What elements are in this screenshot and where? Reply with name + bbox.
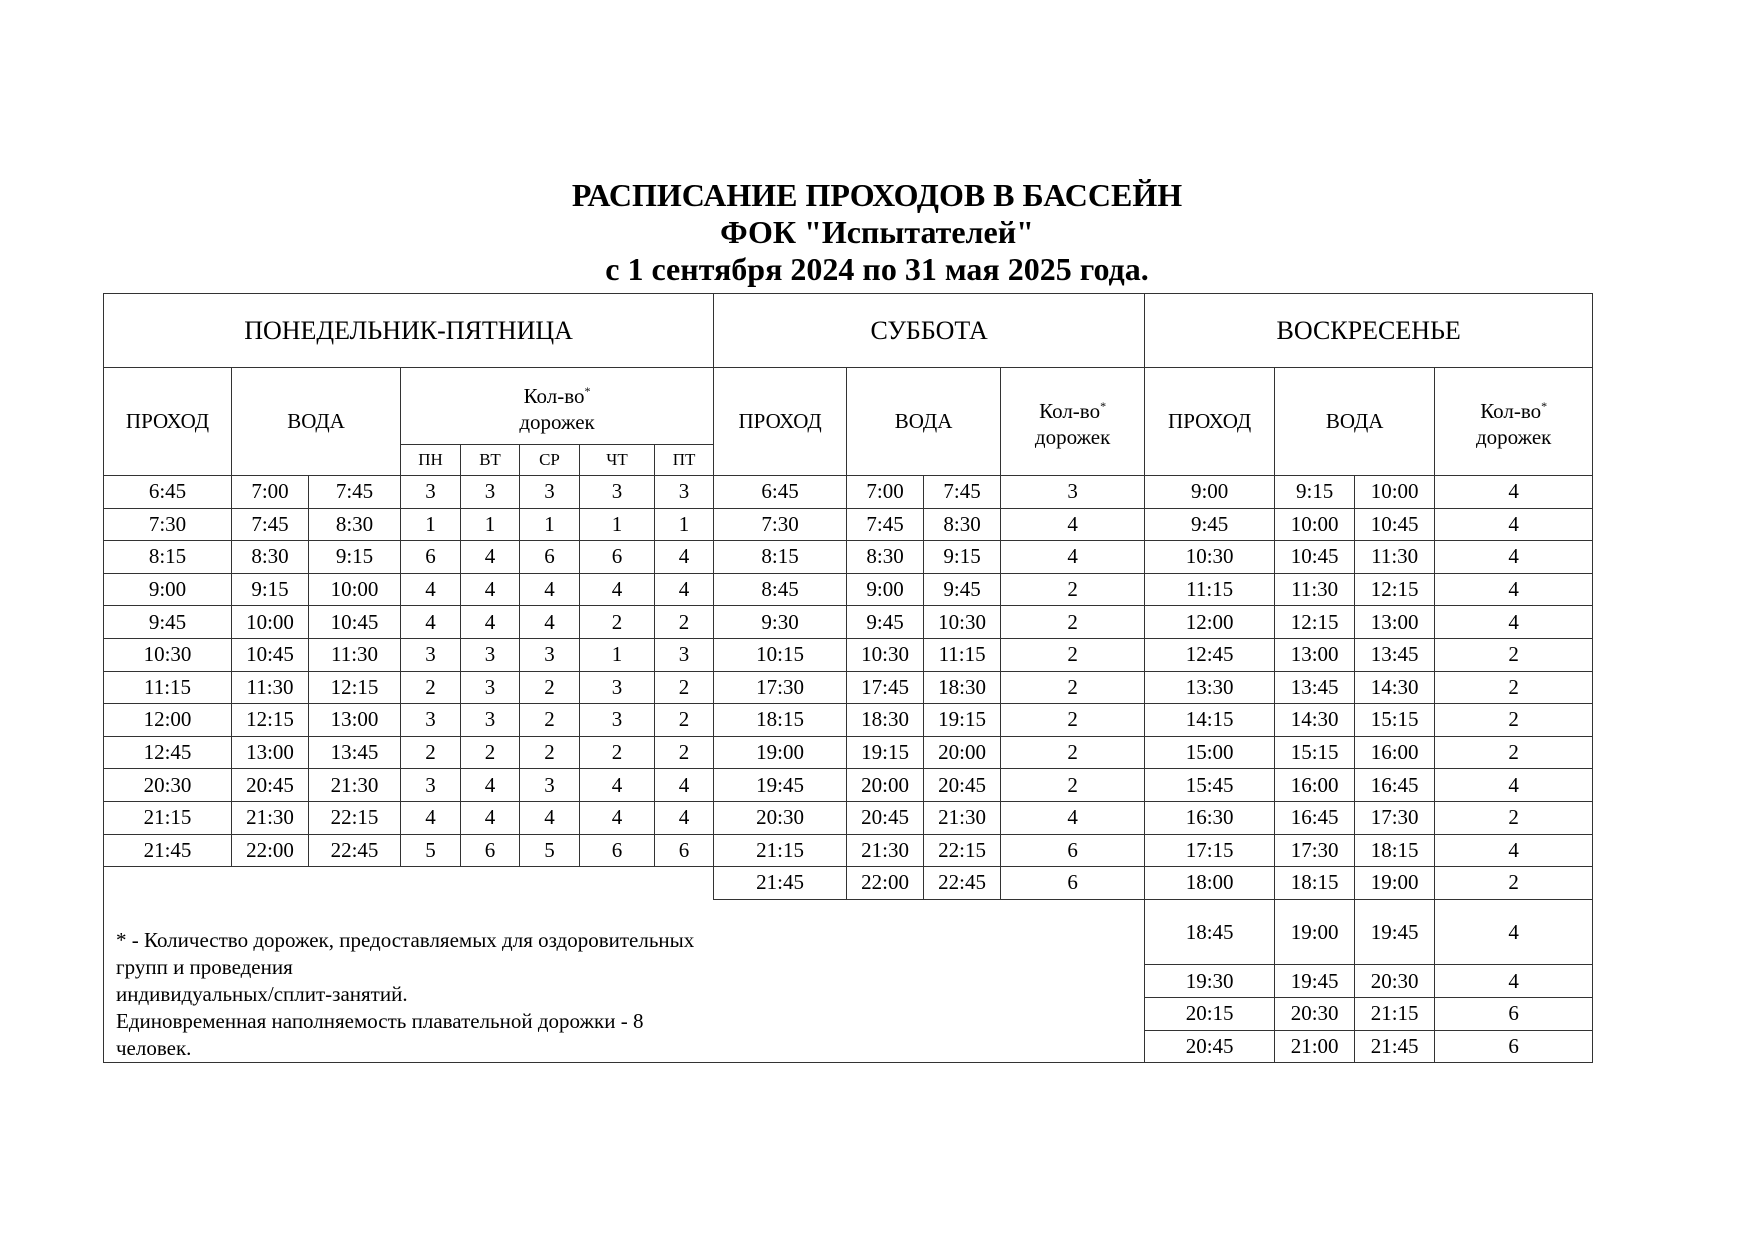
table-row bbox=[104, 638, 1593, 671]
sunday-cell: 10:00 bbox=[1275, 508, 1355, 541]
day-header-fri: ПТ bbox=[655, 445, 714, 476]
sunday-cell: 10:45 bbox=[1355, 508, 1435, 541]
schedule-table bbox=[103, 293, 1593, 1063]
saturday-cell: 8:30 bbox=[924, 508, 1001, 541]
weekday-cell: 9:15 bbox=[232, 573, 309, 606]
saturday-cell: 22:15 bbox=[924, 834, 1001, 867]
sunday-cell: 21:00 bbox=[1275, 1030, 1355, 1063]
saturday-cell: 3 bbox=[1001, 476, 1145, 509]
saturday-cell: 19:45 bbox=[714, 769, 847, 802]
saturday-cell: 4 bbox=[1001, 801, 1145, 834]
weekday-cell: 10:30 bbox=[104, 638, 232, 671]
sunday-cell: 16:45 bbox=[1275, 801, 1355, 834]
sunday-cell: 19:00 bbox=[1355, 867, 1435, 900]
weekday-cell: 22:45 bbox=[309, 834, 401, 867]
sunday-cell: 20:30 bbox=[1355, 965, 1435, 998]
weekday-cell: 12:45 bbox=[104, 736, 232, 769]
weekday-cell: 4 bbox=[461, 769, 520, 802]
table-row bbox=[104, 541, 1593, 574]
weekday-cell: 11:30 bbox=[232, 671, 309, 704]
weekday-cell: 3 bbox=[655, 638, 714, 671]
saturday-cell: 19:15 bbox=[847, 736, 924, 769]
saturday-cell: 19:00 bbox=[714, 736, 847, 769]
sunday-cell: 4 bbox=[1435, 476, 1593, 509]
footnote bbox=[104, 867, 713, 1062]
saturday-cell: 10:30 bbox=[924, 606, 1001, 639]
weekday-cell: 6 bbox=[520, 541, 580, 574]
weekday-cell: 12:15 bbox=[309, 671, 401, 704]
weekday-cell: 2 bbox=[580, 606, 655, 639]
weekday-cell: 21:30 bbox=[309, 769, 401, 802]
sunday-cell: 13:00 bbox=[1355, 606, 1435, 639]
weekday-cell: 6:45 bbox=[104, 476, 232, 509]
saturday-cell: 20:45 bbox=[847, 801, 924, 834]
weekday-cell: 3 bbox=[580, 671, 655, 704]
section-saturday: СУББОТА bbox=[714, 294, 1145, 368]
day-header-wed: СР bbox=[520, 445, 580, 476]
weekday-cell: 21:15 bbox=[104, 801, 232, 834]
weekday-cell: 10:45 bbox=[232, 638, 309, 671]
weekday-cell: 4 bbox=[401, 801, 461, 834]
weekday-cell: 20:45 bbox=[232, 769, 309, 802]
sunday-cell: 4 bbox=[1435, 573, 1593, 606]
weekday-cell: 7:00 bbox=[232, 476, 309, 509]
weekday-cell: 5 bbox=[520, 834, 580, 867]
weekday-cell: 13:45 bbox=[309, 736, 401, 769]
weekday-lanes-header: Кол-во* дорожек bbox=[401, 368, 714, 445]
saturday-cell: 4 bbox=[1001, 508, 1145, 541]
weekday-cell: 3 bbox=[401, 638, 461, 671]
saturday-cell: 4 bbox=[1001, 541, 1145, 574]
saturday-cell: 9:00 bbox=[847, 573, 924, 606]
weekday-cell: 2 bbox=[655, 671, 714, 704]
sunday-cell: 15:00 bbox=[1145, 736, 1275, 769]
weekday-water-header: ВОДА bbox=[232, 368, 401, 476]
page-title bbox=[0, 177, 1754, 288]
weekday-cell: 20:30 bbox=[104, 769, 232, 802]
sunday-cell: 19:45 bbox=[1355, 899, 1435, 965]
sunday-cell: 6 bbox=[1435, 1030, 1593, 1063]
sunday-cell: 10:30 bbox=[1145, 541, 1275, 574]
saturday-cell: 7:30 bbox=[714, 508, 847, 541]
section-weekdays: ПОНЕДЕЛЬНИК-ПЯТНИЦА bbox=[104, 294, 714, 368]
saturday-cell: 2 bbox=[1001, 769, 1145, 802]
saturday-cell: 17:45 bbox=[847, 671, 924, 704]
saturday-cell: 2 bbox=[1001, 704, 1145, 737]
weekday-cell: 4 bbox=[401, 606, 461, 639]
weekday-cell: 7:45 bbox=[309, 476, 401, 509]
saturday-cell: 9:30 bbox=[714, 606, 847, 639]
saturday-lanes-header: Кол-во* дорожек bbox=[1001, 368, 1145, 476]
sunday-cell: 16:45 bbox=[1355, 769, 1435, 802]
weekday-cell: 1 bbox=[580, 638, 655, 671]
weekday-cell: 4 bbox=[461, 801, 520, 834]
weekday-cell: 22:00 bbox=[232, 834, 309, 867]
day-header-thu: ЧТ bbox=[580, 445, 655, 476]
sunday-cell: 18:45 bbox=[1145, 899, 1275, 965]
sunday-cell: 2 bbox=[1435, 801, 1593, 834]
saturday-cell: 18:30 bbox=[924, 671, 1001, 704]
sunday-water-header: ВОДА bbox=[1275, 368, 1435, 476]
sunday-cell: 19:30 bbox=[1145, 965, 1275, 998]
weekday-cell: 21:30 bbox=[232, 801, 309, 834]
sunday-cell: 20:45 bbox=[1145, 1030, 1275, 1063]
weekday-cell: 7:30 bbox=[104, 508, 232, 541]
saturday-cell: 21:30 bbox=[924, 801, 1001, 834]
sunday-cell: 6 bbox=[1435, 997, 1593, 1030]
sunday-cell: 15:45 bbox=[1145, 769, 1275, 802]
weekday-cell: 3 bbox=[520, 476, 580, 509]
sunday-cell: 4 bbox=[1435, 541, 1593, 574]
weekday-cell: 8:30 bbox=[232, 541, 309, 574]
table-row bbox=[104, 476, 1593, 509]
weekday-cell: 9:45 bbox=[104, 606, 232, 639]
title-line-1: РАСПИСАНИЕ ПРОХОДОВ В БАССЕЙН bbox=[571, 177, 1183, 213]
sunday-cell: 16:00 bbox=[1355, 736, 1435, 769]
sunday-cell: 9:45 bbox=[1145, 508, 1275, 541]
sunday-cell: 9:00 bbox=[1145, 476, 1275, 509]
weekday-cell: 8:30 bbox=[309, 508, 401, 541]
saturday-cell: 9:15 bbox=[924, 541, 1001, 574]
saturday-cell: 21:15 bbox=[714, 834, 847, 867]
weekday-cell: 12:15 bbox=[232, 704, 309, 737]
weekday-cell: 12:00 bbox=[104, 704, 232, 737]
sunday-cell: 13:00 bbox=[1275, 638, 1355, 671]
sunday-cell: 14:30 bbox=[1355, 671, 1435, 704]
sunday-cell: 2 bbox=[1435, 736, 1593, 769]
sunday-cell: 11:30 bbox=[1355, 541, 1435, 574]
weekday-cell: 4 bbox=[655, 769, 714, 802]
sunday-cell: 4 bbox=[1435, 606, 1593, 639]
weekday-cell: 2 bbox=[520, 704, 580, 737]
title-line-3: с 1 сентября 2024 по 31 мая 2025 года. bbox=[605, 251, 1149, 287]
weekday-cell: 3 bbox=[580, 476, 655, 509]
weekday-cell: 2 bbox=[655, 704, 714, 737]
table-row bbox=[104, 834, 1593, 867]
weekday-cell: 10:00 bbox=[309, 573, 401, 606]
weekday-cell: 10:45 bbox=[309, 606, 401, 639]
footnote-line-3: Единовременная наполняемость плавательной дорожки - 8 человек. bbox=[116, 1009, 644, 1061]
sunday-cell: 13:45 bbox=[1355, 638, 1435, 671]
weekday-cell: 6 bbox=[461, 834, 520, 867]
sunday-cell: 12:45 bbox=[1145, 638, 1275, 671]
table-row bbox=[104, 867, 1593, 900]
saturday-cell: 6:45 bbox=[714, 476, 847, 509]
saturday-cell: 8:45 bbox=[714, 573, 847, 606]
weekday-cell: 2 bbox=[520, 671, 580, 704]
sunday-cell: 11:30 bbox=[1275, 573, 1355, 606]
weekday-cell: 4 bbox=[520, 606, 580, 639]
saturday-cell: 9:45 bbox=[924, 573, 1001, 606]
sunday-cell: 13:45 bbox=[1275, 671, 1355, 704]
weekday-cell: 3 bbox=[520, 638, 580, 671]
weekday-cell: 4 bbox=[520, 573, 580, 606]
weekday-cell: 4 bbox=[580, 769, 655, 802]
sunday-pass-header: ПРОХОД bbox=[1145, 368, 1275, 476]
weekday-cell: 2 bbox=[461, 736, 520, 769]
weekday-cell: 4 bbox=[580, 573, 655, 606]
saturday-cell: 2 bbox=[1001, 671, 1145, 704]
section-sunday: ВОСКРЕСЕНЬЕ bbox=[1145, 294, 1593, 368]
saturday-cell: 22:00 bbox=[847, 867, 924, 900]
weekday-cell: 3 bbox=[461, 704, 520, 737]
weekday-cell: 3 bbox=[520, 769, 580, 802]
weekday-cell: 3 bbox=[655, 476, 714, 509]
sunday-cell: 2 bbox=[1435, 671, 1593, 704]
weekday-cell: 3 bbox=[461, 671, 520, 704]
sunday-cell: 20:15 bbox=[1145, 997, 1275, 1030]
saturday-cell: 7:45 bbox=[847, 508, 924, 541]
weekday-cell: 9:15 bbox=[309, 541, 401, 574]
saturday-cell: 8:30 bbox=[847, 541, 924, 574]
weekday-cell: 2 bbox=[401, 671, 461, 704]
table-row bbox=[104, 801, 1593, 834]
sunday-cell: 20:30 bbox=[1275, 997, 1355, 1030]
table-row bbox=[104, 508, 1593, 541]
weekday-cell: 3 bbox=[401, 704, 461, 737]
saturday-cell: 7:00 bbox=[847, 476, 924, 509]
sunday-cell: 16:30 bbox=[1145, 801, 1275, 834]
weekday-cell: 4 bbox=[461, 606, 520, 639]
table-row bbox=[104, 769, 1593, 802]
saturday-cell: 6 bbox=[1001, 867, 1145, 900]
weekday-cell: 4 bbox=[580, 801, 655, 834]
sunday-cell: 4 bbox=[1435, 899, 1593, 965]
sunday-cell: 17:30 bbox=[1355, 801, 1435, 834]
saturday-cell: 21:45 bbox=[714, 867, 847, 900]
sunday-cell: 4 bbox=[1435, 769, 1593, 802]
sunday-cell: 9:15 bbox=[1275, 476, 1355, 509]
saturday-cell: 20:30 bbox=[714, 801, 847, 834]
weekday-cell: 7:45 bbox=[232, 508, 309, 541]
sunday-cell: 17:30 bbox=[1275, 834, 1355, 867]
weekday-cell: 4 bbox=[520, 801, 580, 834]
sunday-cell: 19:00 bbox=[1275, 899, 1355, 965]
weekday-cell: 4 bbox=[655, 801, 714, 834]
weekday-cell: 2 bbox=[655, 606, 714, 639]
weekday-cell: 3 bbox=[401, 476, 461, 509]
sunday-cell: 10:45 bbox=[1275, 541, 1355, 574]
sunday-cell: 10:00 bbox=[1355, 476, 1435, 509]
saturday-cell: 20:00 bbox=[924, 736, 1001, 769]
footnote-line-2: индивидуальных/сплит-занятий. bbox=[116, 982, 408, 1007]
saturday-cell: 8:15 bbox=[714, 541, 847, 574]
sunday-cell: 12:00 bbox=[1145, 606, 1275, 639]
footnote-cell-extension bbox=[714, 899, 1145, 1062]
weekday-cell: 2 bbox=[580, 736, 655, 769]
footnote-line-1: * - Количество дорожек, предоставляемых для оздоровительных групп и проведения bbox=[116, 928, 695, 980]
weekday-cell: 4 bbox=[655, 573, 714, 606]
weekday-cell: 10:00 bbox=[232, 606, 309, 639]
table-row bbox=[104, 736, 1593, 769]
weekday-cell: 3 bbox=[401, 769, 461, 802]
weekday-cell: 11:15 bbox=[104, 671, 232, 704]
weekday-pass-header: ПРОХОД bbox=[104, 368, 232, 476]
saturday-cell: 9:45 bbox=[847, 606, 924, 639]
sunday-cell: 18:15 bbox=[1275, 867, 1355, 900]
saturday-cell: 2 bbox=[1001, 736, 1145, 769]
day-header-tue: ВТ bbox=[461, 445, 520, 476]
saturday-cell: 21:30 bbox=[847, 834, 924, 867]
weekday-cell: 4 bbox=[461, 573, 520, 606]
sunday-cell: 12:15 bbox=[1275, 606, 1355, 639]
sunday-cell: 12:15 bbox=[1355, 573, 1435, 606]
sunday-cell: 14:15 bbox=[1145, 704, 1275, 737]
weekday-cell: 3 bbox=[461, 476, 520, 509]
sunday-cell: 14:30 bbox=[1275, 704, 1355, 737]
saturday-cell: 20:00 bbox=[847, 769, 924, 802]
sunday-cell: 15:15 bbox=[1275, 736, 1355, 769]
weekday-cell: 1 bbox=[461, 508, 520, 541]
saturday-cell: 7:45 bbox=[924, 476, 1001, 509]
saturday-cell: 2 bbox=[1001, 573, 1145, 606]
sunday-cell: 21:45 bbox=[1355, 1030, 1435, 1063]
sunday-cell: 2 bbox=[1435, 638, 1593, 671]
title-line-2: ФОК "Испытателей" bbox=[720, 214, 1034, 250]
footnote-cell bbox=[104, 867, 714, 1063]
sunday-cell: 16:00 bbox=[1275, 769, 1355, 802]
sunday-lanes-header: Кол-во* дорожек bbox=[1435, 368, 1593, 476]
saturday-cell: 2 bbox=[1001, 606, 1145, 639]
weekday-cell: 1 bbox=[580, 508, 655, 541]
weekday-cell: 8:15 bbox=[104, 541, 232, 574]
weekday-cell: 3 bbox=[461, 638, 520, 671]
weekday-cell: 5 bbox=[401, 834, 461, 867]
sunday-cell: 2 bbox=[1435, 704, 1593, 737]
weekday-cell: 13:00 bbox=[309, 704, 401, 737]
saturday-cell: 18:30 bbox=[847, 704, 924, 737]
sunday-cell: 17:15 bbox=[1145, 834, 1275, 867]
table-row bbox=[104, 606, 1593, 639]
saturday-cell: 2 bbox=[1001, 638, 1145, 671]
weekday-cell: 6 bbox=[580, 834, 655, 867]
day-header-mon: ПН bbox=[401, 445, 461, 476]
weekday-cell: 3 bbox=[580, 704, 655, 737]
weekday-cell: 13:00 bbox=[232, 736, 309, 769]
weekday-cell: 4 bbox=[461, 541, 520, 574]
saturday-water-header: ВОДА bbox=[847, 368, 1001, 476]
sunday-cell: 21:15 bbox=[1355, 997, 1435, 1030]
weekday-cell: 4 bbox=[401, 573, 461, 606]
table-row bbox=[104, 573, 1593, 606]
sunday-cell: 15:15 bbox=[1355, 704, 1435, 737]
saturday-cell: 22:45 bbox=[924, 867, 1001, 900]
sunday-cell: 11:15 bbox=[1145, 573, 1275, 606]
weekday-cell: 6 bbox=[401, 541, 461, 574]
saturday-cell: 17:30 bbox=[714, 671, 847, 704]
saturday-cell: 18:15 bbox=[714, 704, 847, 737]
saturday-cell: 10:30 bbox=[847, 638, 924, 671]
sunday-cell: 4 bbox=[1435, 834, 1593, 867]
sunday-cell: 13:30 bbox=[1145, 671, 1275, 704]
sunday-cell: 4 bbox=[1435, 965, 1593, 998]
weekday-cell: 1 bbox=[520, 508, 580, 541]
saturday-cell: 11:15 bbox=[924, 638, 1001, 671]
weekday-cell: 9:00 bbox=[104, 573, 232, 606]
weekday-cell: 21:45 bbox=[104, 834, 232, 867]
sunday-cell: 19:45 bbox=[1275, 965, 1355, 998]
saturday-cell: 6 bbox=[1001, 834, 1145, 867]
weekday-cell: 22:15 bbox=[309, 801, 401, 834]
saturday-cell: 20:45 bbox=[924, 769, 1001, 802]
weekday-cell: 2 bbox=[655, 736, 714, 769]
sunday-cell: 18:15 bbox=[1355, 834, 1435, 867]
weekday-cell: 6 bbox=[655, 834, 714, 867]
table-row bbox=[104, 671, 1593, 704]
saturday-cell: 19:15 bbox=[924, 704, 1001, 737]
weekday-cell: 2 bbox=[401, 736, 461, 769]
weekday-cell: 1 bbox=[401, 508, 461, 541]
table-row bbox=[104, 704, 1593, 737]
weekday-cell: 6 bbox=[580, 541, 655, 574]
weekday-cell: 1 bbox=[655, 508, 714, 541]
saturday-pass-header: ПРОХОД bbox=[714, 368, 847, 476]
weekday-cell: 11:30 bbox=[309, 638, 401, 671]
sunday-cell: 4 bbox=[1435, 508, 1593, 541]
weekday-cell: 4 bbox=[655, 541, 714, 574]
saturday-cell: 10:15 bbox=[714, 638, 847, 671]
sunday-cell: 18:00 bbox=[1145, 867, 1275, 900]
weekday-cell: 2 bbox=[520, 736, 580, 769]
sunday-cell: 2 bbox=[1435, 867, 1593, 900]
